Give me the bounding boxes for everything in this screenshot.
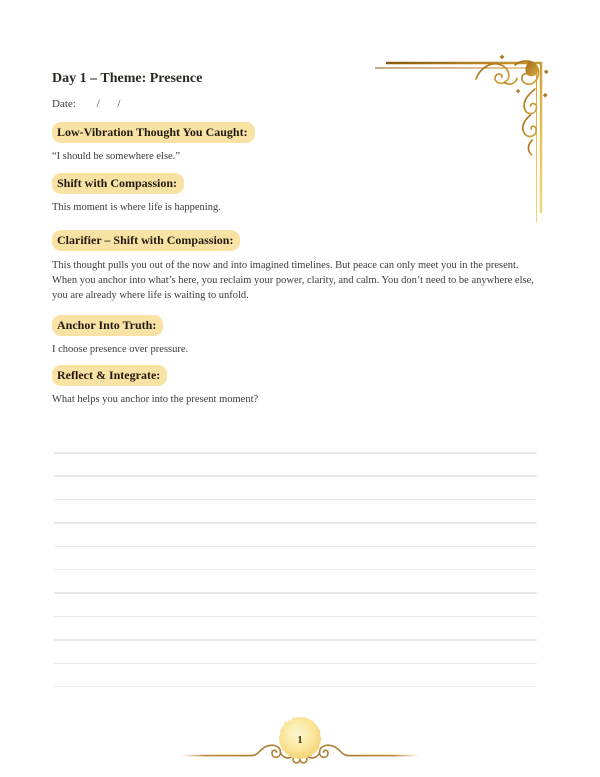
section-body-reflect: What helps you anchor into the present moment? bbox=[52, 394, 259, 405]
section-heading-low-vibration: Low-Vibration Thought You Caught: bbox=[52, 122, 255, 143]
section-heading-anchor: Anchor Into Truth: bbox=[52, 315, 163, 336]
page-footer bbox=[150, 705, 450, 771]
date-slash: / bbox=[117, 98, 121, 110]
section-heading-shift: Shift with Compassion: bbox=[52, 173, 184, 194]
page-title: Day 1 – Theme: Presence bbox=[52, 71, 203, 86]
date-slash: / bbox=[96, 98, 100, 110]
writing-line bbox=[54, 475, 537, 477]
writing-line bbox=[54, 616, 537, 618]
writing-line bbox=[54, 522, 537, 524]
writing-line bbox=[54, 546, 537, 548]
page-number: 1 bbox=[297, 734, 303, 746]
section-body-shift: This moment is where life is happening. bbox=[52, 202, 221, 213]
date-field bbox=[52, 97, 536, 111]
section-heading-reflect: Reflect & Integrate: bbox=[52, 365, 167, 386]
section-body-anchor: I choose presence over pressure. bbox=[52, 344, 189, 355]
writing-line bbox=[54, 452, 537, 454]
section-heading-row bbox=[52, 365, 536, 386]
writing-lines bbox=[54, 452, 537, 687]
section-heading-row bbox=[52, 315, 536, 336]
date-label: Date: bbox=[52, 98, 76, 110]
writing-line bbox=[54, 663, 537, 665]
writing-line bbox=[54, 569, 537, 571]
section-body-clarifier: This thought pulls you out of the now and into imagined timelines. But peace can only meet you in the present. When you anchor into what’s here, you reclaim your power, clarity, and calm. You don’t need to be anywhere else, you are already where life is waiting to unfold. bbox=[52, 260, 534, 301]
section-body-low-vibration: “I should be somewhere else.” bbox=[52, 151, 180, 162]
page-content bbox=[52, 0, 536, 687]
writing-line bbox=[54, 592, 537, 594]
section-heading-row bbox=[52, 230, 536, 251]
writing-line bbox=[54, 639, 537, 641]
section-heading-row bbox=[52, 173, 536, 194]
section-heading-row bbox=[52, 122, 536, 143]
writing-line bbox=[54, 686, 537, 688]
section-heading-clarifier: Clarifier – Shift with Compassion: bbox=[52, 230, 240, 251]
writing-line bbox=[54, 499, 537, 501]
